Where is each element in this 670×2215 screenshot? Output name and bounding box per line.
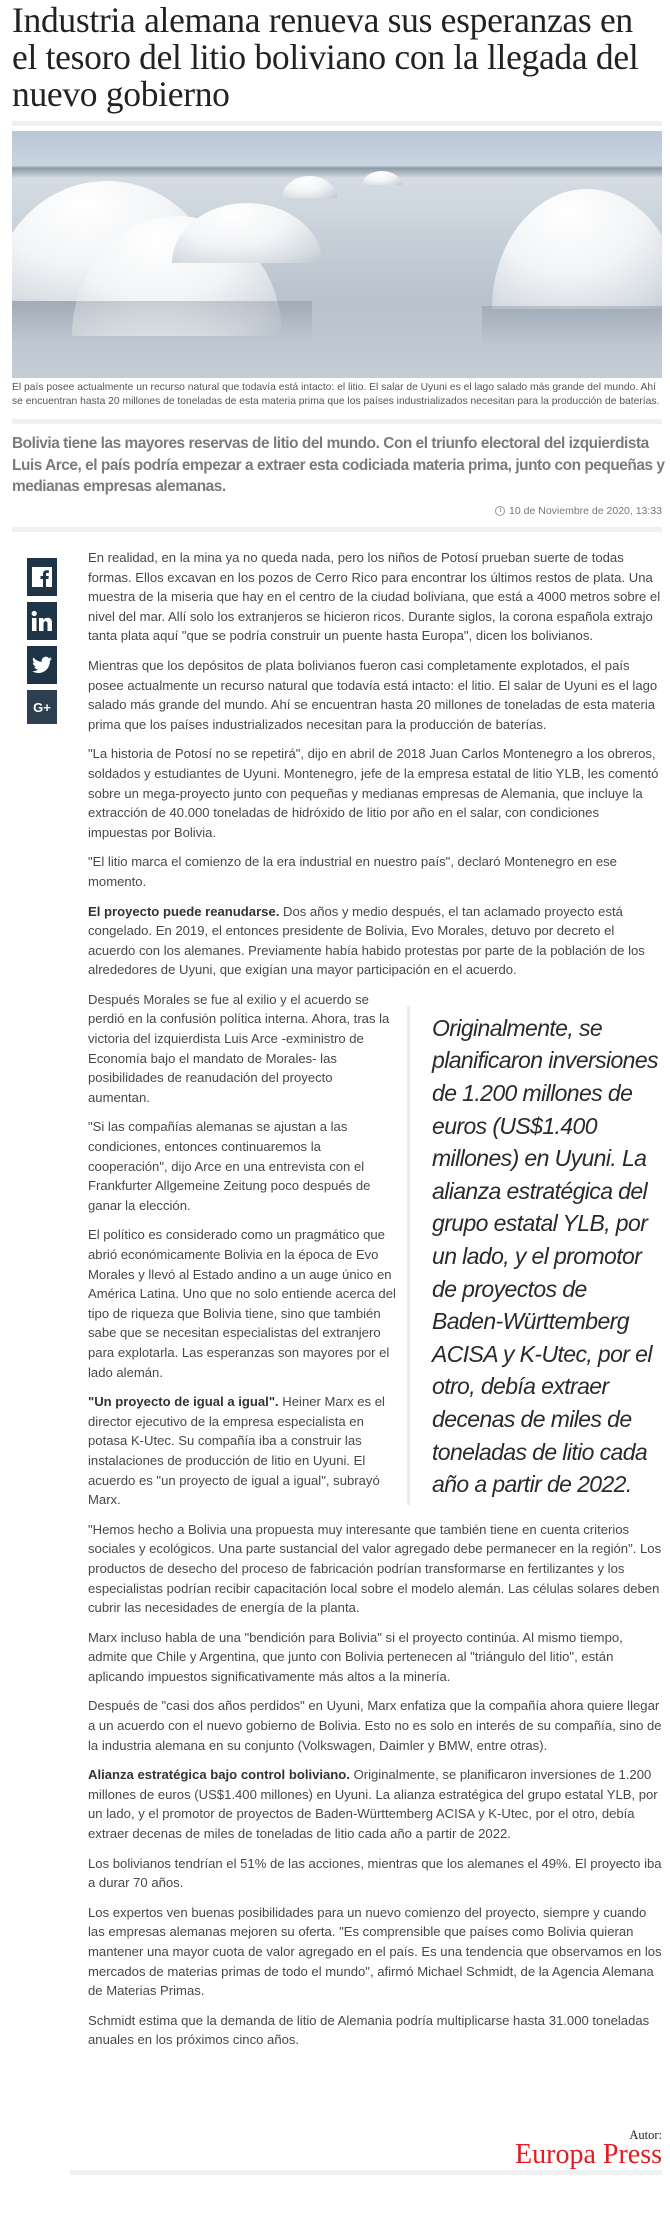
paragraph-text: "La historia de Potosí no se repetirá", dijo en abril de 2018 Juan Carlos Montenegro a los obreros, soldados y estudiantes de Uyuni. Montenegro, jefe de la empresa estatal de litio YLB, les comentó sobre un mega-proyecto junto con pequeñas y medianas empresas de Alemania, que incluye la extracción de 40.000 toneladas de hidróxido de litio por año en el salar, con condiciones impuestas por Bolivia.: [88, 746, 659, 840]
pull-quote: Originalmente, se planificaron inversiones de 1.200 millones de euros (US$1.400 millones) en Uyuni. La alianza estratégica del grupo estatal YLB, por un lado, y el promotor de proyectos de Baden-Württemberg ACISA y K-Utec, por el otro, debía extraer decenas de miles de toneladas de litio cada año a partir de 2022.: [407, 1006, 662, 1505]
publish-date: [495, 505, 662, 517]
googleplus-share-button[interactable]: [27, 690, 57, 724]
paragraph-text: Los bolivianos tendrían el 51% de las acciones, mientras que los alemanes el 49%. El proyecto iba a durar 70 años.: [88, 1855, 662, 1891]
salt-flat-photo: [12, 131, 662, 378]
paragraph-text: "El litio marca el comienzo de la era industrial en nuestro país", declaró Montenegro en ese momento.: [88, 854, 617, 889]
paragraph-text: Dos años y medio después, el tan aclamado proyecto está congelado. En 2019, el entonces presidente de Bolivia, Evo Morales, detuvo por decreto el acuerdo con los alemanes. Previamente había habido protestas por parte de la población de los alrededores de Uyuni, que exigían una mayor participación en el acuerdo.: [88, 903, 645, 978]
divider: [12, 419, 662, 424]
paragraph-text: Heiner Marx es el director ejecutivo de la empresa especialista en potasa K-Utec. Su compañía iba a construir las instalaciones de producción de litio en Uyuni. El acuerdo es "un proyecto de igual a igual", subrayó Marx.: [88, 1394, 385, 1508]
article-paragraph: [88, 990, 408, 1108]
article-paragraph: [88, 1628, 662, 1687]
paragraph-text: Después Morales se fue al exilio y el acuerdo se perdió en la confusión política interna. Ahora, tras la victoria del izquierdista Luis Arce -exministro de Economía bajo el mandato de Morales- las posibilidades de reanudación del proyecto aumentan.: [88, 991, 390, 1105]
facebook-share-button[interactable]: [27, 558, 57, 596]
article-paragraph: [88, 902, 662, 980]
divider: [12, 121, 662, 126]
divider: [12, 527, 662, 532]
linkedin-icon: [31, 610, 53, 632]
paragraph-text: "Si las compañías alemanas se ajustan a las condiciones, entonces continuaremos la cooperación", dijo Arce en una entrevista con el Frankfurter Allgemeine Zeitung poco después de ganar la elección.: [88, 1119, 371, 1213]
googleplus-icon: G+: [33, 699, 51, 715]
article-paragraph: [88, 1765, 662, 1843]
article-paragraph: [88, 1854, 662, 1893]
divider: [70, 2170, 662, 2175]
article-paragraph: [88, 1520, 662, 1618]
article-paragraph: [88, 548, 662, 646]
article-paragraph: [88, 852, 662, 891]
social-share-bar: [27, 558, 57, 730]
facebook-icon: [32, 567, 52, 587]
article-title: Industria alemana renueva sus esperanzas en el tesoro del litio boliviano con la llegada del nuevo gobierno: [12, 0, 639, 114]
article-paragraph: [88, 1392, 408, 1510]
paragraph-text: Después de "casi dos años perdidos" en Uyuni, Marx enfatiza que la compañía ahora quiere llegar a un acuerdo con el nuevo gobierno de Bolivia. Esto no es solo en interés de su compañía, sino de la industria alemana en su conjunto (Volkswagen, Daimler y BMW, entre otras).: [88, 1698, 662, 1753]
paragraph-text: Schmidt estima que la demanda de litio de Alemania podría multiplicarse hasta 31.000 toneladas anuales en los próximos cinco años.: [88, 2012, 650, 2048]
paragraph-text: Los expertos ven buenas posibilidades para un nuevo comienzo del proyecto, siempre y cuando las empresas alemanas mejoren su oferta. "Es comprensible que países como Bolivia quieran mantener una mayor cuota de valor agregado en el país. Es una tendencia que observamos en los mercados de materias primas de todo el mundo", afirmó Michael Schmidt, de la Agencia Alemana de Materias Primas.: [88, 1904, 662, 1999]
paragraph-subheading: El proyecto puede reanudarse.: [88, 903, 280, 919]
author-name[interactable]: Europa Press: [515, 2139, 662, 2170]
author-label: Autor:: [629, 2128, 662, 2142]
paragraph-text: Marx incluso habla de una "bendición para Bolivia" si el proyecto continúa. Al mismo tiempo, admite que Chile y Argentina, que junto con Bolivia pertenecen al "triángulo del litio", están aplicando impuestos significativamente más altos a la minería.: [88, 1629, 623, 1684]
paragraph-text: Originalmente, se planificaron inversiones de 1.200 millones de euros (US$1.400 millones) en Uyuni. La alianza estratégica del grupo estatal YLB, por un lado, y el promotor de proyectos de Baden-Württemberg ACISA y K-Utec, por el otro, debía extraer decenas de miles de toneladas de litio cada año a partir de 2022.: [88, 1767, 658, 1842]
paragraph-text: Mientras que los depósitos de plata bolivianos fueron casi completamente explotados, el país posee actualmente un recurso natural que todavía está intacto: el litio. El salar de Uyuni es el lago salado más grande del mundo. Ahí se encuentran hasta 20 millones de toneladas de esta materia prima que los países industrializados necesitan para la producción de baterías.: [88, 657, 658, 732]
twitter-share-button[interactable]: [27, 646, 57, 684]
paragraph-subheading: "Un proyecto de igual a igual".: [88, 1394, 279, 1410]
paragraph-text: El político es considerado como un pragmático que abrió económicamente Bolivia en la época de Evo Morales y llevó al Estado andino a un auge único en América Latina. Uno que no solo entiende acerca del tipo de riqueza que Bolivia tiene, sino que también sabe que se necesitan especialistas del extranjero para explotarla. Las esperanzas son mayores por el lado alemán.: [88, 1227, 396, 1380]
article-lead: Bolivia tiene las mayores reservas de litio del mundo. Con el triunfo electoral del izquierdista Luis Arce, el país podría empezar a extraer esta codiciada materia prima, junto con pequeñas y medianas empresas alemanas.: [12, 435, 665, 495]
article-paragraph: [88, 656, 662, 734]
clock-icon: [495, 506, 505, 516]
article-paragraph: [88, 2011, 662, 2050]
paragraph-subheading: Alianza estratégica bajo control boliviano.: [88, 1767, 350, 1783]
image-caption: El país posee actualmente un recurso natural que todavía está intacto: el litio. El salar de Uyuni es el lago salado más grande del mundo. Ahí se encuentran hasta 20 millones de toneladas de esta materia prima que los países industrializados necesitan para la producción de baterías.: [12, 382, 660, 407]
linkedin-share-button[interactable]: [27, 602, 57, 640]
twitter-icon: [32, 656, 52, 674]
date-text: 10 de Noviembre de 2020, 13:33: [509, 505, 662, 517]
article-paragraph: [88, 1225, 408, 1382]
paragraph-text: "Hemos hecho a Bolivia una propuesta muy interesante que también tiene en cuenta criterios sociales y ecológicos. Una parte sustancial del valor agregado debe permanecer en la región". Los productos de desecho del proceso de fabricación podrían transformarse en fertilizantes y los especialistas podrían recibir capacitación local sobre el modelo alemán. Las células solares deben cubrir las necesidades de energía de la planta.: [88, 1521, 662, 1616]
article-paragraph: [88, 1696, 662, 1755]
article-paragraph: [88, 1903, 662, 2001]
article-paragraph: [88, 1117, 408, 1215]
article-body: [88, 548, 662, 2060]
article-paragraph: [88, 744, 662, 842]
paragraph-text: En realidad, en la mina ya no queda nada, pero los niños de Potosí prueban suerte de todas formas. Ellos excavan en los pozos de Cerro Rico para encontrar los últimos restos de plata. Una muestra de la miseria que hay en el centro de la ciudad boliviana, que está a 4000 metros sobre el nivel del mar. Allí solo los extranjeros se hicieron ricos. Durante siglos, la corona española extrajo tanta plata aquí "que se podría construir un puente hasta Europa", dicen los bolivianos.: [88, 550, 661, 644]
